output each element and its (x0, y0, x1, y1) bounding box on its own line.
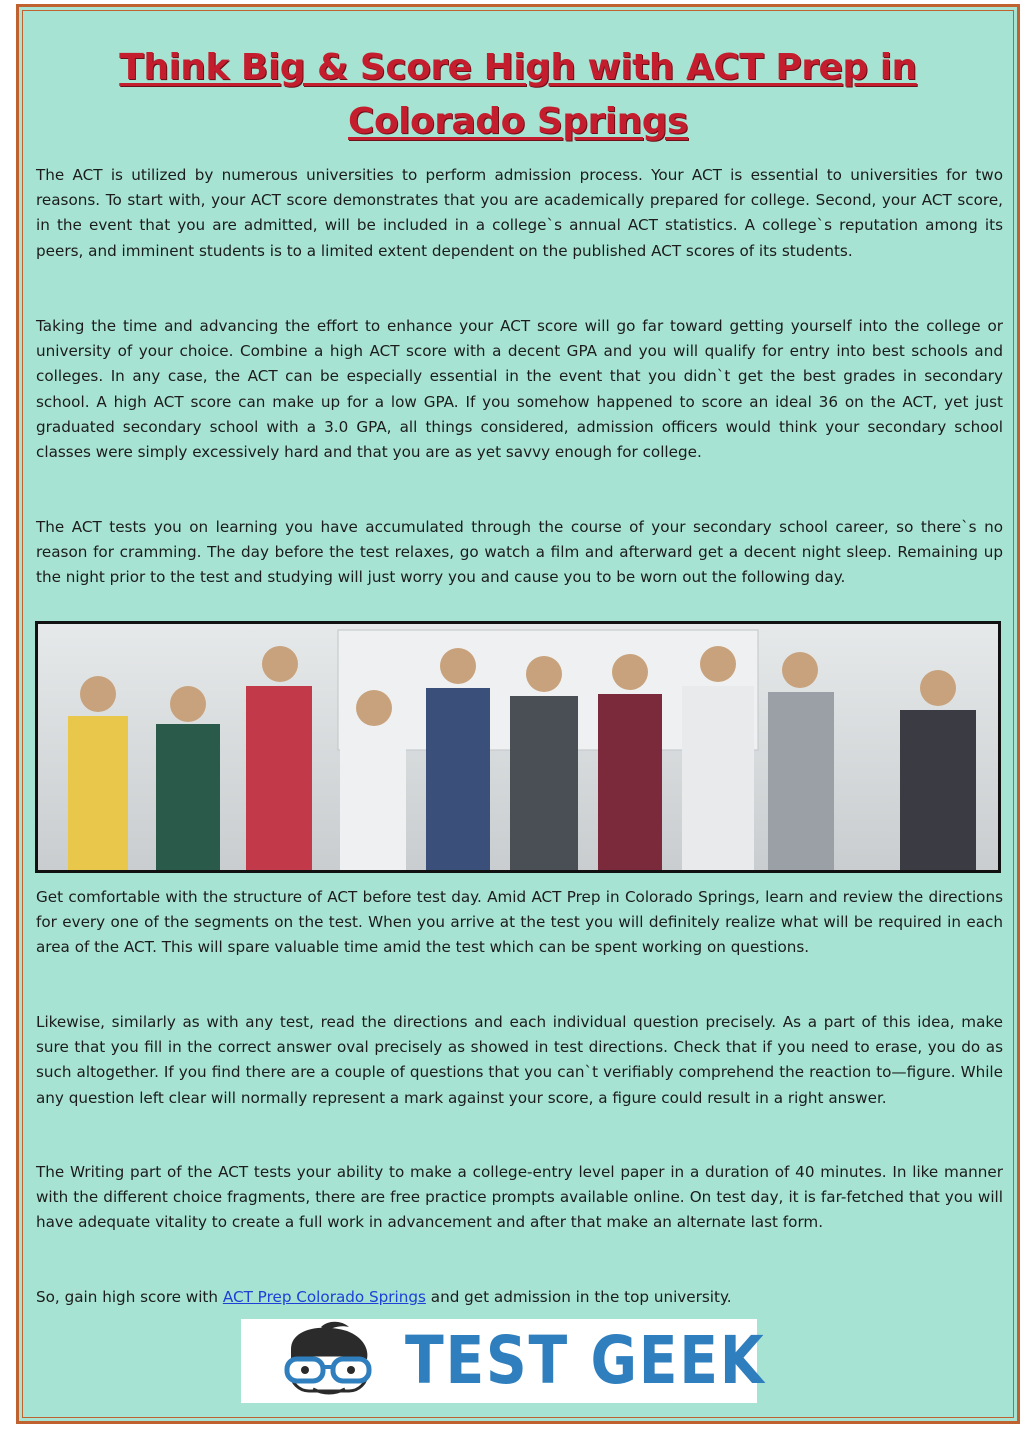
students-photo (35, 621, 1001, 873)
paragraph-7-after: and get admission in the top university. (425, 1288, 732, 1306)
geek-mascot-icon (251, 1319, 401, 1403)
paragraph-6: The Writing part of the ACT tests your ability to make a college-entry level paper in a duration of 40 minutes. In like manner with the different choice fragments, there are free practice prompts available online. On test day, it is far-fetched that you will have adequate vitality to create a full work in advancement and after that make an alternate last form. (36, 1163, 1003, 1232)
paragraph-7 (36, 1285, 1003, 1310)
logo-text: TEST GEEK (405, 1322, 766, 1399)
page-title (19, 41, 1017, 149)
title-line-1: Think Big & Score High with ACT Prep in (119, 47, 917, 89)
title-line-2: Colorado Springs (348, 101, 688, 143)
paragraph-5: Likewise, similarly as with any test, read the directions and each individual question precisely. As a part of this idea, make sure that you fill in the correct answer oval precisely as showed in test directions. Check that if you need to erase, you do as such altogether. If you find there are a couple of questions that you can`t verifiably comprehend the reaction to—figure. While any question left clear will normally represent a mark against your score, a figure could result in a right answer. (36, 1013, 1003, 1107)
paragraph-1: The ACT is utilized by numerous universities to perform admission process. Your ACT is essential to universities for two reasons. To start with, your ACT score demonstrates that you are academically prepared for college. Second, your ACT score, in the event that you are admitted, will be included in a college`s annual ACT statistics. A college`s reputation among its peers, and imminent students is to a limited extent dependent on the published ACT scores of its students. (36, 166, 1003, 260)
test-geek-logo (241, 1319, 766, 1403)
paragraph-2: Taking the time and advancing the effort to enhance your ACT score will go far toward getting yourself into the college or university of your choice. Combine a high ACT score with a decent GPA and you will qualify for entry into best schools and colleges. In any case, the ACT can be especially essential in the event that you didn`t get the best grades in secondary school. A high ACT score can make up for a low GPA. If you somehow happened to score an ideal 36 on the ACT, yet just graduated secondary school with a 3.0 GPA, all things considered, admission officers would think your secondary school classes were simply excessively hard and that you are as yet savvy enough for college. (36, 317, 1003, 462)
paragraph-7-before: So, gain high score with (36, 1288, 223, 1306)
paragraph-3: The ACT tests you on learning you have accumulated through the course of your secondary school career, so there`s no reason for cramming. The day before the test relaxes, go watch a film and afterward get a decent night sleep. Remaining up the night prior to the test and studying will just worry you and cause you to be worn out the following day. (36, 518, 1003, 587)
paragraph-4: Get comfortable with the structure of ACT before test day. Amid ACT Prep in Colorado Springs, learn and review the directions for every one of the segments on the test. When you arrive at the test you will definitely realize what will be required in each area of the ACT. This will spare valuable time amid the test which can be spent working on questions. (36, 888, 1003, 957)
page (16, 4, 1020, 1424)
act-prep-link[interactable]: ACT Prep Colorado Springs (222, 1288, 426, 1306)
